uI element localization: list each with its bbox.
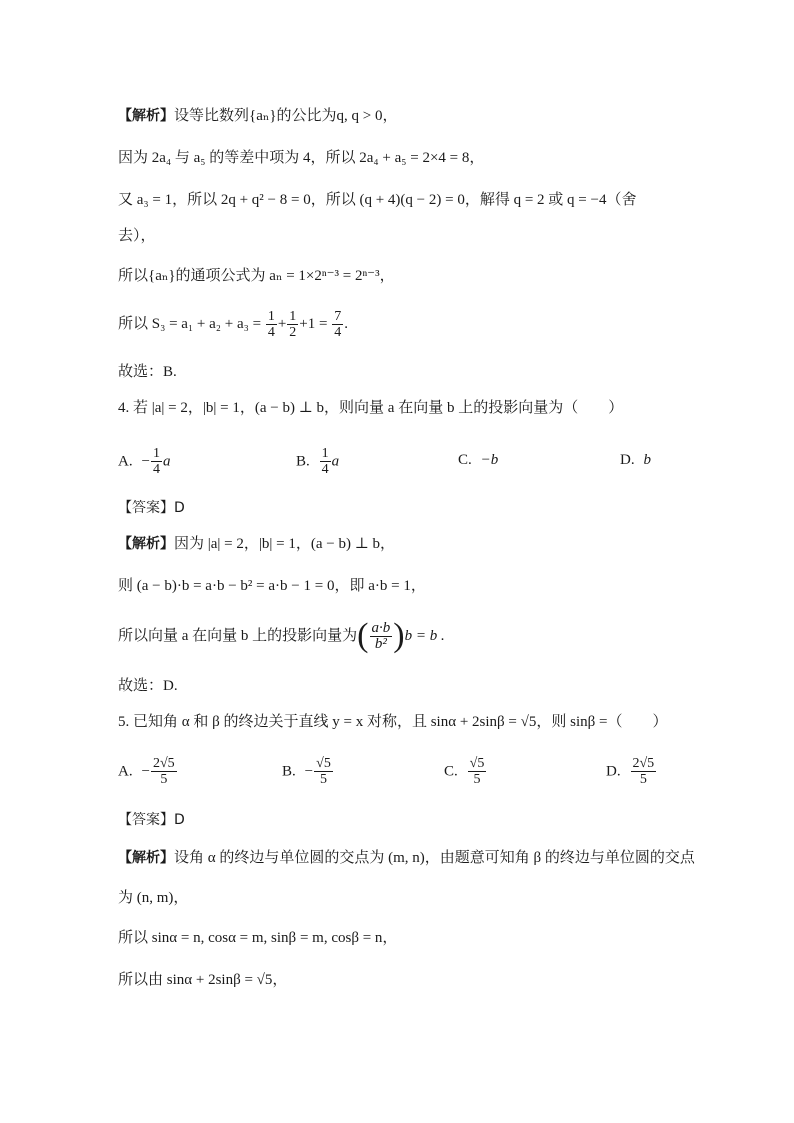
option-text: −b bbox=[480, 452, 499, 468]
denominator: b² bbox=[374, 635, 387, 652]
q5-stem: 5. 已知角 α 和 β 的终边关于直线 y = x 对称，且 sinα + 2sinβ = √5，则 sinβ =（ ） bbox=[118, 714, 668, 730]
q5-sol-line4: 所以由 sinα + 2sinβ = √5， bbox=[118, 972, 288, 988]
vector: a bbox=[162, 453, 171, 470]
sol3-line1 bbox=[118, 106, 398, 126]
option-letter: A. bbox=[118, 763, 133, 780]
fraction bbox=[370, 621, 393, 652]
jiexi-tag: 【解析】 bbox=[118, 536, 174, 552]
q5-option-a bbox=[118, 756, 178, 787]
denominator: 4 bbox=[267, 324, 275, 340]
numerator: 1 bbox=[321, 446, 329, 461]
text: 所以向量 a 在向量 b 上的投影向量为 bbox=[118, 628, 358, 644]
option-text: b bbox=[643, 452, 651, 468]
right-paren: ) bbox=[393, 617, 405, 654]
fraction bbox=[266, 309, 277, 340]
option-letter: B. bbox=[282, 763, 296, 780]
numerator: 2√5 bbox=[632, 756, 655, 771]
numerator: 2√5 bbox=[152, 756, 175, 771]
text: 设角 α 的终边与单位圆的交点为 (m, n)，由题意可知角 β 的终边与单位圆的交点 bbox=[174, 850, 695, 866]
sol3-line3: 又 a₃ = 1，所以 2q + q² − 8 = 0，所以 (q + 4)(q − 2) = 0，解得 q = 2 或 q = −4（舍 bbox=[118, 192, 637, 208]
fraction bbox=[332, 309, 343, 340]
option-letter: B. bbox=[296, 453, 310, 470]
sol3-line6 bbox=[118, 306, 348, 342]
text: b = b . bbox=[404, 628, 445, 644]
numerator: 1 bbox=[152, 446, 160, 461]
sign: − bbox=[141, 453, 150, 470]
sign: − bbox=[304, 763, 314, 780]
jiexi-tag: 【解析】 bbox=[118, 108, 174, 124]
option-letter: D. bbox=[620, 452, 635, 468]
numerator: √5 bbox=[469, 756, 485, 771]
sol3-line4: 去）， bbox=[118, 228, 156, 244]
numerator: 7 bbox=[334, 308, 342, 324]
q4-option-b bbox=[296, 446, 339, 477]
fraction bbox=[151, 446, 162, 477]
sum-mid: +1 = bbox=[299, 316, 332, 332]
q5-option-c bbox=[444, 756, 487, 787]
denominator: 5 bbox=[639, 772, 647, 787]
sum-end: . bbox=[344, 316, 348, 332]
denominator: 5 bbox=[473, 772, 481, 787]
q4-stem: 4. 若 |a| = 2，|b| = 1，(a − b) ⊥ b，则向量 a 在向量 b 上的投影向量为（ ） bbox=[118, 400, 624, 416]
q5-option-d bbox=[606, 756, 657, 787]
text: 因为 |a| = 2，|b| = 1，(a − b) ⊥ b， bbox=[174, 536, 396, 552]
q5-option-b bbox=[282, 756, 334, 787]
q4-option-c bbox=[458, 452, 498, 469]
denominator: 4 bbox=[334, 324, 342, 340]
option-letter: D. bbox=[606, 763, 621, 780]
q4-sol-line2: 则 (a − b)·b = a·b − b² = a·b − 1 = 0，即 a·b = 1， bbox=[118, 578, 426, 594]
q4-conclusion: 故选：D. bbox=[118, 678, 178, 694]
sol3-line2: 因为 2a₄ 与 a₅ 的等差中项为 4，所以 2a₄ + a₅ = 2×4 = 8， bbox=[118, 150, 485, 166]
sol3-line5: 所以{aₙ}的通项公式为 aₙ = 1×2ⁿ⁻³ = 2ⁿ⁻³， bbox=[118, 268, 395, 284]
numerator: 1 bbox=[289, 308, 297, 324]
fraction bbox=[320, 446, 331, 477]
denominator: 4 bbox=[152, 462, 160, 477]
fraction bbox=[631, 756, 657, 787]
sum-prefix: 所以 S₃ = a₁ + a₂ + a₃ = bbox=[118, 316, 265, 332]
q4-sol-line3 bbox=[118, 614, 445, 658]
text: 设等比数列{aₙ}的公比为q, q > 0， bbox=[174, 108, 398, 124]
q4-answer: 【答案】D bbox=[118, 500, 185, 516]
plus: + bbox=[277, 316, 287, 332]
q5-answer: 【答案】D bbox=[118, 812, 185, 828]
q4-sol-line1 bbox=[118, 534, 395, 554]
left-paren: ( bbox=[357, 617, 369, 654]
option-letter: C. bbox=[458, 452, 472, 468]
fraction bbox=[287, 309, 298, 340]
q5-sol-line2: 为 (n, m)， bbox=[118, 890, 189, 906]
denominator: 2 bbox=[289, 324, 297, 340]
sol3-conclusion: 故选：B. bbox=[118, 364, 177, 380]
jiexi-tag: 【解析】 bbox=[118, 850, 174, 866]
option-letter: C. bbox=[444, 763, 458, 780]
denominator: 5 bbox=[319, 772, 327, 787]
numerator: a·b bbox=[371, 619, 391, 636]
q4-option-d bbox=[620, 452, 651, 469]
numerator: 1 bbox=[267, 308, 275, 324]
fraction bbox=[151, 756, 177, 787]
vector: a bbox=[331, 453, 340, 470]
q5-sol-line1 bbox=[118, 848, 695, 868]
q4-option-a bbox=[118, 446, 170, 477]
option-letter: A. bbox=[118, 453, 133, 470]
sign: − bbox=[141, 763, 150, 780]
numerator: √5 bbox=[316, 756, 331, 771]
q5-sol-line3: 所以 sinα = n, cosα = m, sinβ = m, cosβ = n， bbox=[118, 930, 398, 946]
denominator: 5 bbox=[160, 772, 168, 787]
denominator: 4 bbox=[321, 462, 329, 477]
fraction bbox=[468, 756, 487, 787]
fraction bbox=[314, 756, 333, 787]
